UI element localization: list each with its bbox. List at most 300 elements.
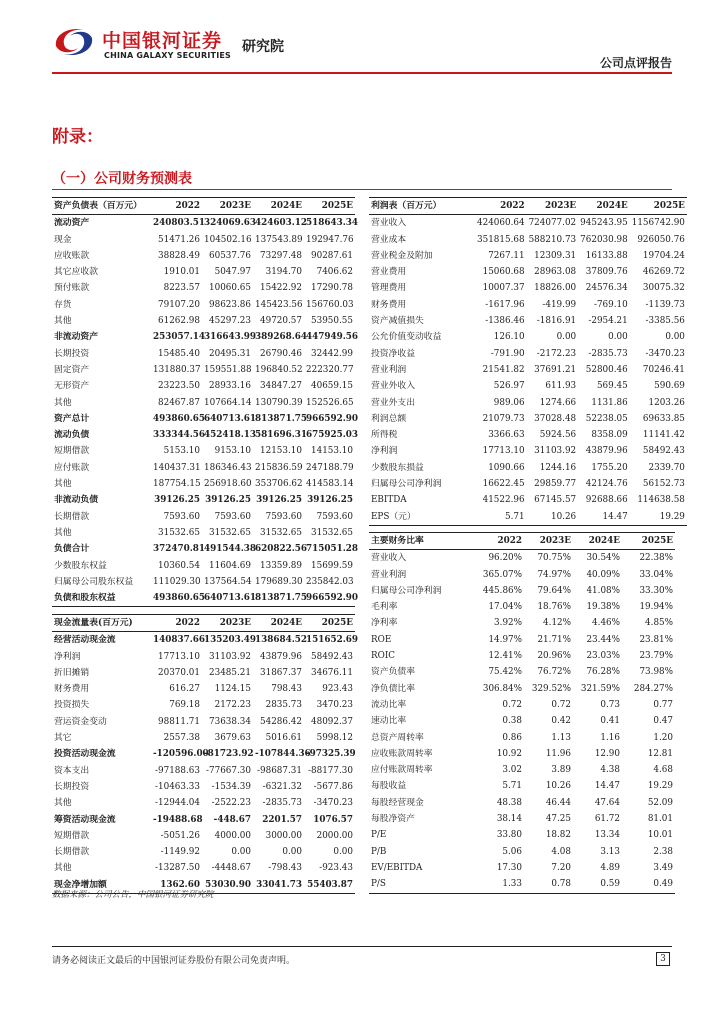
value-cell: -3385.56 xyxy=(645,316,685,327)
report-type-label: 公司点评报告 xyxy=(599,56,672,70)
row-label-cell: 其他 xyxy=(54,527,72,538)
value-cell: 179689.30 xyxy=(255,576,303,587)
value-cell: 69633.85 xyxy=(642,413,685,424)
row-label-cell: 营业收入 xyxy=(371,553,407,564)
value-cell: 14.97% xyxy=(488,634,522,645)
section-divider xyxy=(52,189,672,190)
table-row xyxy=(52,665,355,681)
value-cell: 9153.10 xyxy=(214,446,251,457)
value-cell: 351815.68 xyxy=(477,234,525,245)
value-cell: -2954.21 xyxy=(588,316,628,327)
value-cell: 569.45 xyxy=(596,381,628,392)
table-row xyxy=(52,313,355,329)
year-header-cell: 2025E xyxy=(630,198,687,215)
value-cell: -1617.96 xyxy=(485,299,525,310)
value-cell: 47.64 xyxy=(594,797,620,808)
value-cell: -97325.39 xyxy=(306,749,356,760)
table-row xyxy=(369,297,687,313)
value-cell: 30.54% xyxy=(586,553,620,564)
table-row xyxy=(369,550,675,567)
year-header-cell: 2023E xyxy=(202,615,253,632)
value-cell: 762030.98 xyxy=(580,234,628,245)
table-row xyxy=(369,697,675,713)
value-cell: 12309.31 xyxy=(534,250,577,261)
value-cell: 2000.00 xyxy=(316,830,353,841)
value-cell: 51471.26 xyxy=(158,234,200,245)
value-cell: 0.59 xyxy=(573,876,622,893)
value-cell: 414583.14 xyxy=(306,479,354,490)
value-cell: 10360.54 xyxy=(158,560,200,571)
row-label-cell: 经营活动现金流 xyxy=(54,635,116,646)
value-cell: 2172.23 xyxy=(214,700,251,711)
row-label-cell: 其他 xyxy=(54,479,72,490)
value-cell: 452418.13 xyxy=(204,430,257,441)
value-cell: 30075.32 xyxy=(642,283,685,294)
footer-disclaimer: 请务必阅读正文最后的中国银河证券股份有限公司免责声明。 xyxy=(52,956,296,966)
value-cell: 3.92% xyxy=(494,618,522,629)
table-row xyxy=(369,509,687,526)
value-cell: 37809.76 xyxy=(585,267,628,278)
table-title-cell: 现金流量表(百万元) xyxy=(52,615,151,632)
value-cell: 7267.11 xyxy=(488,250,525,261)
value-cell: 7593.60 xyxy=(316,511,353,522)
row-label-cell: 营业利润 xyxy=(371,364,407,375)
value-cell: 256918.60 xyxy=(204,479,252,490)
value-cell: 13359.89 xyxy=(260,560,302,571)
value-cell: 29859.77 xyxy=(534,479,577,490)
value-cell: 39126.25 xyxy=(154,495,200,506)
report-header xyxy=(52,20,672,72)
table-row xyxy=(52,812,355,828)
value-cell: 5016.61 xyxy=(265,733,302,744)
value-cell: 491544.38 xyxy=(204,544,257,555)
table-row xyxy=(52,427,355,443)
value-cell: 1274.66 xyxy=(539,397,577,408)
value-cell: 3.02 xyxy=(502,765,522,776)
value-cell: 79107.20 xyxy=(158,299,200,310)
value-cell: 590.69 xyxy=(654,381,685,392)
table-row xyxy=(369,778,675,794)
value-cell: 56152.73 xyxy=(642,479,685,490)
value-cell: 10060.65 xyxy=(209,283,251,294)
value-cell: 10007.37 xyxy=(482,283,525,294)
value-cell: 11141.42 xyxy=(642,430,685,441)
value-cell: 34847.27 xyxy=(260,381,302,392)
value-cell: 186346.43 xyxy=(204,462,252,473)
value-cell: 923.43 xyxy=(322,684,353,695)
value-cell: 2835.73 xyxy=(265,700,302,711)
value-cell: 137543.89 xyxy=(255,234,303,245)
value-cell: 41.08% xyxy=(586,585,620,596)
value-cell: -77667.30 xyxy=(206,765,251,776)
value-cell: 145423.56 xyxy=(255,299,303,310)
value-cell: -2835.73 xyxy=(588,348,628,359)
header-divider xyxy=(52,72,672,74)
table-row xyxy=(369,746,675,762)
row-label-cell: 长期投资 xyxy=(54,781,90,792)
value-cell: 3194.70 xyxy=(265,267,302,278)
row-label-cell: 存货 xyxy=(54,299,72,310)
value-cell: 4000.00 xyxy=(214,830,251,841)
value-cell: -1534.39 xyxy=(211,781,251,792)
table-row xyxy=(52,362,355,378)
table-row xyxy=(52,329,355,345)
value-cell: 75.42% xyxy=(488,667,522,678)
table-row xyxy=(52,746,355,762)
value-cell: 389268.64 xyxy=(255,332,308,343)
value-cell: -1139.73 xyxy=(645,299,685,310)
row-label-cell: 预付账款 xyxy=(54,283,90,294)
value-cell: 52238.05 xyxy=(585,413,628,424)
row-label-cell: 其他 xyxy=(54,316,72,327)
table-row xyxy=(369,329,687,345)
value-cell: 447949.56 xyxy=(306,332,359,343)
table-row xyxy=(369,492,687,508)
value-cell: 240803.51 xyxy=(153,218,206,229)
value-cell: -107844.36 xyxy=(255,749,311,760)
value-cell: 926050.76 xyxy=(637,234,685,245)
value-cell: 21541.82 xyxy=(482,364,525,375)
table-header-row xyxy=(369,533,675,550)
row-label-cell: P/B xyxy=(371,846,387,857)
row-label-cell: 其它应收款 xyxy=(54,267,98,278)
value-cell: 31103.92 xyxy=(209,651,251,662)
value-cell: 14.47 xyxy=(578,509,630,526)
value-cell: 187754.15 xyxy=(153,479,201,490)
value-cell: 23.79% xyxy=(639,651,673,662)
year-header-cell: 2025E xyxy=(622,533,675,550)
value-cell: 74.97% xyxy=(537,569,571,580)
value-cell: 2201.57 xyxy=(262,814,302,825)
financial-ratios-table xyxy=(369,532,675,894)
table-header-row xyxy=(369,198,687,215)
value-cell: 0.41 xyxy=(600,716,620,727)
value-cell: 1.33 xyxy=(475,876,524,893)
value-cell: -448.67 xyxy=(213,814,251,825)
value-cell: 46.44 xyxy=(545,797,571,808)
value-cell: 7593.60 xyxy=(163,511,200,522)
value-cell: 21.71% xyxy=(537,634,571,645)
table-row xyxy=(52,264,355,280)
value-cell: 321.59% xyxy=(580,683,620,694)
value-cell: 19704.24 xyxy=(642,250,685,261)
value-cell: 40659.15 xyxy=(311,381,353,392)
value-cell: 19.94% xyxy=(639,602,673,613)
value-cell: 945243.95 xyxy=(580,218,628,229)
row-label-cell: 其他 xyxy=(54,798,72,809)
value-cell: -1816.91 xyxy=(536,316,577,327)
row-label-cell: 其他 xyxy=(54,863,72,874)
value-cell: 5.06 xyxy=(502,846,522,857)
value-cell: 11.96 xyxy=(545,748,571,759)
value-cell: 96.20% xyxy=(488,553,522,564)
row-label-cell: 负债合计 xyxy=(54,544,90,555)
value-cell: -10463.33 xyxy=(155,781,200,792)
value-cell: 98811.71 xyxy=(158,716,200,727)
value-cell: 76.72% xyxy=(537,667,571,678)
value-cell: 4.08 xyxy=(551,846,571,857)
value-cell: 4.38 xyxy=(600,765,620,776)
value-cell: -3470.23 xyxy=(313,798,353,809)
value-cell: 989.06 xyxy=(493,397,525,408)
table-row xyxy=(52,574,355,590)
page-number: 3 xyxy=(656,952,670,966)
row-label-cell: 负债和股东权益 xyxy=(52,590,151,607)
value-cell: 715051.28 xyxy=(306,544,359,555)
value-cell: 52.09 xyxy=(647,797,673,808)
table-row xyxy=(369,876,675,893)
table-row xyxy=(52,346,355,362)
value-cell: -2835.73 xyxy=(262,798,302,809)
value-cell: 152526.65 xyxy=(306,397,354,408)
value-cell: 38828.49 xyxy=(158,250,200,261)
value-cell: 675925.03 xyxy=(306,430,359,441)
value-cell: 0.47 xyxy=(653,716,673,727)
value-cell: 140437.31 xyxy=(153,462,201,473)
table-row xyxy=(52,714,355,730)
row-label-cell: 长期借款 xyxy=(54,847,90,858)
value-cell: 14.47 xyxy=(594,781,620,792)
value-cell: 365.07% xyxy=(482,569,522,580)
row-label-cell: 公允价值变动收益 xyxy=(371,332,442,343)
income-statement-table xyxy=(369,197,687,526)
row-label-cell: 长期借款 xyxy=(54,511,90,522)
value-cell: 31532.65 xyxy=(311,527,353,538)
value-cell: 813871.75 xyxy=(255,413,308,424)
value-cell: 48092.37 xyxy=(311,716,353,727)
year-header-cell: 2023E xyxy=(527,198,579,215)
row-label-cell: 资产减值损失 xyxy=(371,316,424,327)
row-label-cell: 其他 xyxy=(54,397,72,408)
value-cell: 76.28% xyxy=(586,667,620,678)
brand-name-cn: 中国银河证券 xyxy=(102,30,223,52)
value-cell: 31532.65 xyxy=(209,527,251,538)
value-cell: 48.38 xyxy=(496,797,522,808)
value-cell: -98687.31 xyxy=(257,765,302,776)
value-cell: 33041.73 xyxy=(253,877,304,894)
table-row xyxy=(369,248,687,264)
value-cell: 2557.38 xyxy=(163,733,200,744)
table-row xyxy=(52,297,355,313)
row-label-cell: 应收账款周转率 xyxy=(371,748,433,759)
row-label-cell: 流动资产 xyxy=(54,218,90,229)
row-label-cell: 每股净资产 xyxy=(371,814,415,825)
value-cell: 17713.10 xyxy=(158,651,200,662)
value-cell: 140837.66 xyxy=(153,635,206,646)
row-label-cell: 应收账款 xyxy=(54,250,90,261)
row-label-cell: 净负债比率 xyxy=(371,683,415,694)
value-cell: 5047.97 xyxy=(214,267,251,278)
value-cell: 306.84% xyxy=(482,683,522,694)
row-label-cell: EPS（元） xyxy=(369,509,475,526)
value-cell: 1090.66 xyxy=(488,462,525,473)
row-label-cell: 短期借款 xyxy=(54,830,90,841)
value-cell: 23.44% xyxy=(586,634,620,645)
value-cell: 493860.65 xyxy=(151,590,202,607)
table-row xyxy=(369,411,687,427)
value-cell: 107664.14 xyxy=(204,397,252,408)
value-cell: 5153.10 xyxy=(163,446,200,457)
brand-name-en: CHINA GALAXY SECURITIES xyxy=(104,51,231,60)
value-cell: 104502.16 xyxy=(204,234,252,245)
balance-sheet-table xyxy=(52,197,359,607)
value-cell: 60537.76 xyxy=(209,250,251,261)
value-cell: -791.90 xyxy=(490,348,525,359)
value-cell: 966592.90 xyxy=(306,413,359,424)
row-label-cell: 每股经营现金 xyxy=(371,797,424,808)
table-row xyxy=(369,583,675,599)
year-header-cell: 2024E xyxy=(578,198,630,215)
row-label-cell: 每股收益 xyxy=(371,781,407,792)
table-row xyxy=(369,648,675,664)
table-row xyxy=(369,795,675,811)
table-row xyxy=(369,567,675,583)
value-cell: 813871.75 xyxy=(253,590,304,607)
row-label-cell: 无形资产 xyxy=(54,381,90,392)
value-cell: 0.49 xyxy=(622,876,675,893)
value-cell: 0.73 xyxy=(600,699,620,710)
value-cell: 33.04% xyxy=(639,569,673,580)
table-title-cell: 主要财务比率 xyxy=(369,533,475,550)
value-cell: 1076.57 xyxy=(313,814,353,825)
value-cell: 611.93 xyxy=(545,381,577,392)
value-cell: 37028.48 xyxy=(534,413,577,424)
value-cell: 53950.55 xyxy=(311,316,353,327)
value-cell: -97188.63 xyxy=(155,765,200,776)
value-cell: 3470.23 xyxy=(316,700,353,711)
value-cell: 16133.88 xyxy=(585,250,628,261)
table-row xyxy=(369,443,687,459)
table-row xyxy=(52,730,355,746)
table-row xyxy=(52,460,355,476)
table-row xyxy=(369,280,687,296)
table-title-cell: 利润表（百万元） xyxy=(369,198,475,215)
row-label-cell: 现金净增加额 xyxy=(52,877,151,894)
value-cell: 23.81% xyxy=(639,634,673,645)
table-row xyxy=(52,525,355,541)
value-cell: 724077.02 xyxy=(528,218,577,229)
value-cell: 31867.37 xyxy=(260,667,302,678)
row-label-cell: 投资损失 xyxy=(54,700,90,711)
table-row xyxy=(369,313,687,329)
value-cell: 7593.60 xyxy=(214,511,251,522)
value-cell: 518643.34 xyxy=(306,218,359,229)
table-row xyxy=(369,664,675,680)
row-label-cell: 非流动资产 xyxy=(54,332,98,343)
value-cell: 424603.12 xyxy=(255,218,308,229)
value-cell: 7593.60 xyxy=(265,511,302,522)
value-cell: 616.27 xyxy=(169,684,200,695)
value-cell: -2172.23 xyxy=(536,348,577,359)
value-cell: 3.49 xyxy=(653,862,673,873)
value-cell: 1910.01 xyxy=(163,267,200,278)
table-row xyxy=(52,828,355,844)
row-label-cell: 流动比率 xyxy=(371,699,407,710)
value-cell: 493860.65 xyxy=(153,413,206,424)
value-cell: 53030.90 xyxy=(202,877,253,894)
year-header-cell: 2022 xyxy=(475,533,524,550)
value-cell: 0.00 xyxy=(333,847,353,858)
value-cell: 0.00 xyxy=(231,847,251,858)
value-cell: -1386.46 xyxy=(485,316,525,327)
table-row xyxy=(52,476,355,492)
table-row xyxy=(369,362,687,378)
table-row xyxy=(52,795,355,811)
row-label-cell: 净利润 xyxy=(371,446,398,457)
value-cell: -769.10 xyxy=(593,299,628,310)
value-cell: 34676.11 xyxy=(311,667,353,678)
value-cell: 4.68 xyxy=(653,765,673,776)
table-row xyxy=(52,215,355,232)
value-cell: 0.38 xyxy=(502,716,522,727)
table-row xyxy=(369,730,675,746)
value-cell: 0.86 xyxy=(502,732,522,743)
table-row xyxy=(52,492,355,508)
value-cell: 156760.03 xyxy=(306,299,354,310)
table-row xyxy=(369,599,675,615)
value-cell: 588210.73 xyxy=(528,234,577,245)
value-cell: 13.34 xyxy=(594,830,620,841)
value-cell: 98623.86 xyxy=(209,299,251,310)
row-label-cell: 资本支出 xyxy=(54,765,90,776)
table-row xyxy=(52,280,355,296)
row-label-cell: 非流动负债 xyxy=(54,495,98,506)
value-cell: 19.29 xyxy=(630,509,687,526)
row-label-cell: 少数股东权益 xyxy=(54,560,107,571)
value-cell: 424060.64 xyxy=(477,218,525,229)
value-cell: 19.38% xyxy=(586,602,620,613)
row-label-cell: 资产总计 xyxy=(54,413,90,424)
value-cell: 7.20 xyxy=(551,862,571,873)
value-cell: 353706.62 xyxy=(255,479,303,490)
value-cell: 1362.60 xyxy=(151,877,202,894)
value-cell: 8358.09 xyxy=(591,430,628,441)
year-header-cell: 2022 xyxy=(151,198,202,215)
row-label-cell: 总资产周转率 xyxy=(371,732,424,743)
value-cell: 769.18 xyxy=(169,700,200,711)
table-row xyxy=(369,811,675,827)
row-label-cell: 投资活动现金流 xyxy=(54,749,116,760)
table-row xyxy=(52,681,355,697)
table-row xyxy=(52,860,355,876)
value-cell: 39126.25 xyxy=(205,495,251,506)
value-cell: 135203.49 xyxy=(204,635,257,646)
value-cell: 114638.58 xyxy=(637,495,685,506)
row-label-cell: 现金 xyxy=(54,234,72,245)
value-cell: -88177.30 xyxy=(308,765,353,776)
value-cell: 20370.01 xyxy=(158,667,200,678)
value-cell: -4448.67 xyxy=(211,863,251,874)
value-cell: -5051.26 xyxy=(160,830,200,841)
value-cell: 5.71 xyxy=(502,781,522,792)
value-cell: 10.26 xyxy=(545,781,571,792)
year-header-cell: 2025E xyxy=(304,615,355,632)
cash-flow-table xyxy=(52,614,359,894)
value-cell: 39126.25 xyxy=(256,495,302,506)
value-cell: 23485.21 xyxy=(209,667,251,678)
value-cell: -81723.92 xyxy=(204,749,254,760)
table-row xyxy=(369,860,675,876)
value-cell: 18.82 xyxy=(545,830,571,841)
table-row xyxy=(369,713,675,729)
value-cell: 3.89 xyxy=(551,765,571,776)
value-cell: 45297.23 xyxy=(209,316,251,327)
table-row xyxy=(52,395,355,411)
row-label-cell: ROIC xyxy=(371,651,396,662)
value-cell: 8223.57 xyxy=(163,283,200,294)
table-header-row xyxy=(52,615,355,632)
value-cell: 70246.41 xyxy=(642,364,685,375)
